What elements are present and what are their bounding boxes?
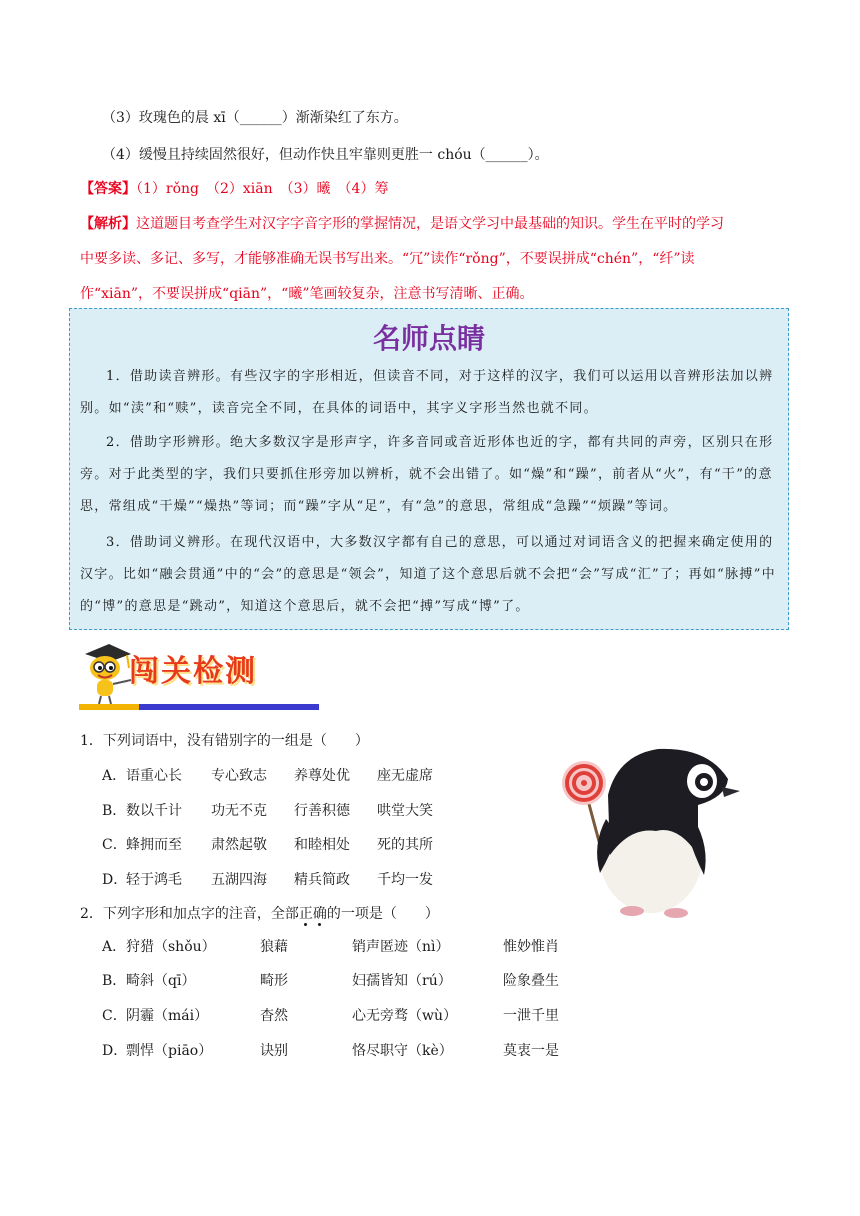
option-word: 哄堂大笑: [377, 803, 433, 819]
option-word: 死的其所: [377, 837, 433, 853]
option-cell: 畸斜（qī）: [126, 973, 196, 989]
option-cell: 狼藉: [260, 939, 288, 955]
section-title: 闯关检测: [129, 654, 257, 689]
option-cell: 销声匿迹（nì）: [352, 939, 450, 955]
option-cell: 一泄千里: [503, 1008, 559, 1024]
option-word: 座无虚席: [377, 768, 433, 784]
option-cell: 险象叠生: [503, 973, 559, 989]
banner-underline-accent: [79, 704, 139, 710]
option-cell: 畸形: [260, 973, 288, 989]
option-word: 行善积德: [294, 803, 350, 819]
question-1-stem: 1．下列词语中，没有错别字的一组是（ ）: [80, 733, 369, 749]
option-label: A．: [102, 768, 127, 784]
option-word: 专心致志: [211, 768, 267, 784]
question-3-line: （3）玫瑰色的晨 xī（______）渐渐染红了东方。: [102, 110, 408, 126]
answer-label: 【答案】: [80, 181, 136, 197]
question-4-line: （4）缓慢且持续固然很好，但动作快且牢靠则更胜一 chóu（______）。: [102, 147, 549, 163]
tips-paragraph-3: 3．借助词义辨形。在现代汉语中，大多数汉字都有自己的意思，可以通过对词语含义的把握来确定使用的汉字。比如“融会贯通”中的“会”的意思是“领会”，知道了这个意思后就不会把“会”写成“汇”了；再如“脉搏”中的“博”的意思是“跳动”，知道这个意思后，就不会把“搏”写成“博”了。: [80, 535, 776, 614]
option-word: 数以千计: [126, 803, 182, 819]
option-word: 养尊处优: [294, 768, 350, 784]
tips-box: [69, 308, 789, 630]
analysis-line-2: 中要多读、多记、多写，才能够准确无误书写出来。“冗”读作“rǒng”，不要误拼成“chén”，“纤”读: [80, 251, 695, 267]
option-word: 千均一发: [377, 872, 433, 888]
tips-paragraph-1: 1．借助读音辨形。有些汉字的字形相近，但读音不同，对于这样的汉字，我们可以运用以音辨形法加以辨别。如“渎”和“赎”，读音完全不同，在具体的词语中，其字义字形当然也就不同。: [80, 369, 774, 416]
answer-text: （1）rǒng （2）xiān （3）曦 （4）筹: [136, 181, 389, 197]
penguin-illustration: [548, 735, 748, 925]
option-cell: 阴霾（mái）: [126, 1008, 209, 1024]
option-label: B．: [102, 803, 127, 819]
stem-text: 2．下列字形和加点字的注音，全部: [80, 906, 299, 922]
option-cell: 恪尽职守（kè）: [352, 1043, 453, 1059]
analysis-line-3: 作“xiān”，不要误拼成“qiān”，“曦”笔画较复杂，注意书写清晰、正确。: [80, 286, 534, 302]
option-cell: 狩猎（shǒu）: [126, 939, 216, 955]
answer-line: [80, 179, 388, 199]
option-label: A．: [102, 939, 127, 955]
stem-dotted-char: 正: [298, 906, 313, 922]
question-2-stem: [80, 904, 439, 924]
option-label: D．: [102, 872, 128, 888]
option-word: 和睦相处: [294, 837, 350, 853]
analysis-text-1: 这道题目考查学生对汉字字音字形的掌握情况，是语文学习中最基础的知识。学生在平时的学习: [136, 216, 724, 232]
option-cell: 惟妙惟肖: [503, 939, 559, 955]
option-word: 五湖四海: [211, 872, 267, 888]
mascot-icon: [79, 640, 135, 706]
option-label: B．: [102, 973, 127, 989]
option-label: D．: [102, 1043, 128, 1059]
option-cell: 剽悍（piāo）: [126, 1043, 213, 1059]
option-word: 语重心长: [126, 768, 182, 784]
option-cell: 杳然: [260, 1008, 288, 1024]
option-label: C．: [102, 837, 127, 853]
option-cell: 莫衷一是: [503, 1043, 559, 1059]
option-word: 精兵简政: [294, 872, 350, 888]
stem-dotted-char: 确: [312, 906, 327, 922]
stem-text: 的一项是（ ）: [326, 906, 439, 922]
option-label: C．: [102, 1008, 127, 1024]
option-cell: 心无旁骛（wù）: [352, 1008, 457, 1024]
option-word: 功无不克: [211, 803, 267, 819]
option-word: 轻于鸿毛: [126, 872, 182, 888]
tips-title: 名师点睛: [372, 322, 485, 355]
tips-paragraph-2: 2．借助字形辨形。绝大多数汉字是形声字，许多音同或音近形体也近的字，都有共同的声旁，区别只在形旁。对于此类型的字，我们只要抓住形旁加以辨析，就不会出错了。如“燥”和“躁”，前者从“火”，有“干”的意思，常组成“干燥”“燥热”等词；而“躁”字从“足”，有“急”的意思，常组成“急躁”“烦躁”等词。: [80, 435, 774, 514]
analysis-label: 【解析】: [80, 216, 136, 232]
option-word: 蜂拥而至: [126, 837, 182, 853]
section-banner: [79, 640, 324, 714]
option-word: 肃然起敬: [211, 837, 267, 853]
option-cell: 妇孺皆知（rú）: [352, 973, 452, 989]
option-cell: 诀别: [260, 1043, 288, 1059]
analysis-line-1: [80, 214, 724, 234]
